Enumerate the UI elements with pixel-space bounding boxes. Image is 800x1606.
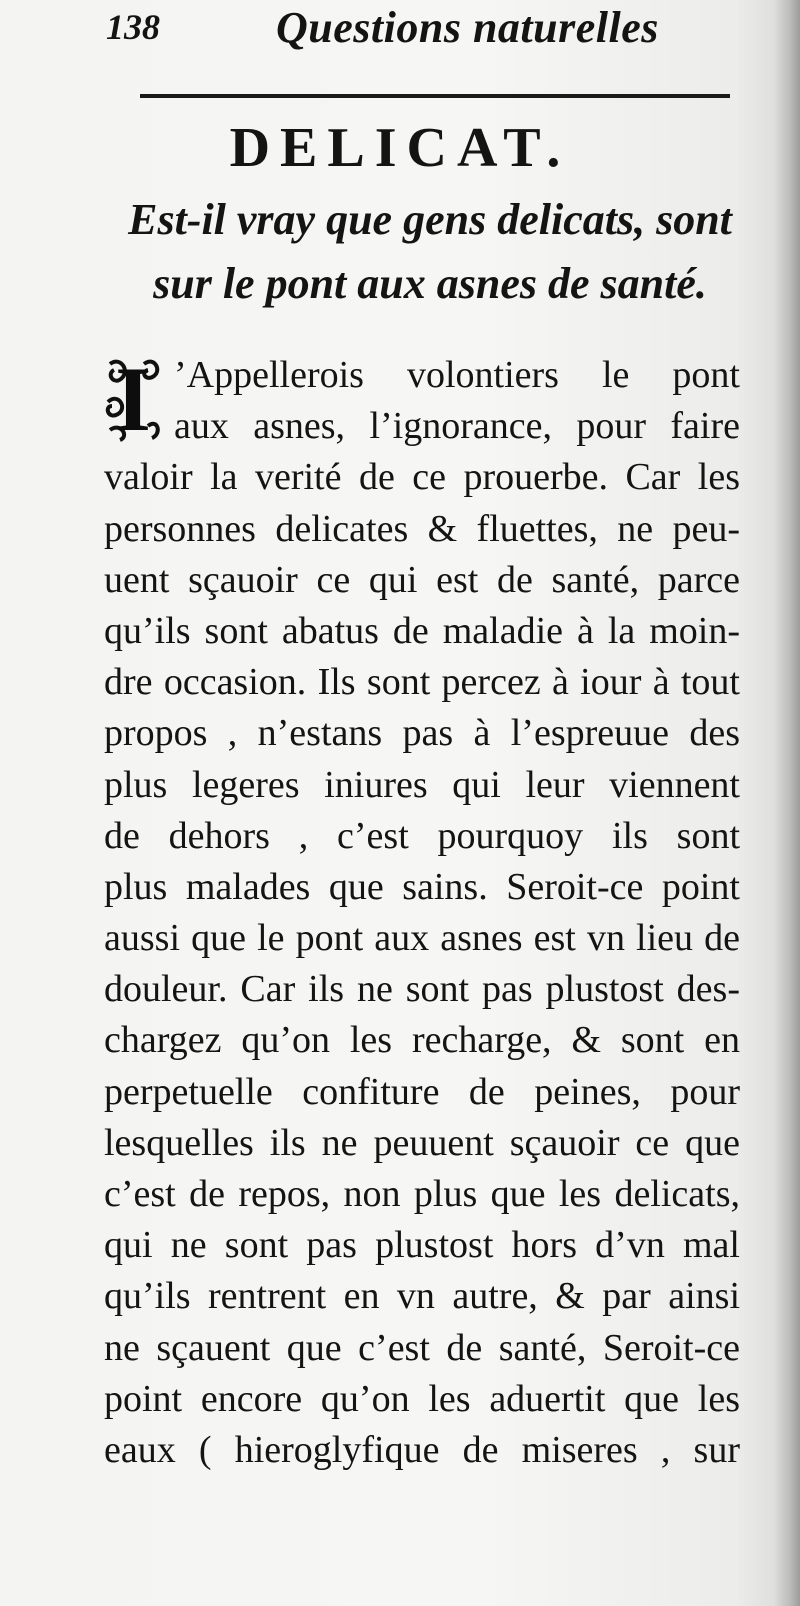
text-line: propos , n’estans pas à l’espreuue des xyxy=(104,712,740,755)
text-line: lesquelles ils ne peuuent sçauoir ce que xyxy=(104,1121,740,1164)
text-line: uent sçauoir ce qui est de santé, parce xyxy=(104,558,740,601)
text-line: eaux ( hieroglyfique de miseres , sur xyxy=(104,1428,740,1471)
text-line: douleur. Car ils ne sont pas plustost des- xyxy=(104,968,740,1011)
page-number: 138 xyxy=(106,7,160,47)
text-line: ’Appellerois volontiers le pont xyxy=(174,354,740,396)
text-line: qu’ils sont abatus de maladie à la moin- xyxy=(104,609,740,652)
text-line: de dehors , c’est pourquoy ils sont xyxy=(104,814,740,857)
text-line: personnes delicates & fluettes, ne peu- xyxy=(104,507,740,550)
text-line: dre occasion. Ils sont percez à iour à tout xyxy=(104,661,740,704)
text-line: aux asnes, l’ignorance, pour faire xyxy=(174,405,740,448)
drop-cap-letter: I xyxy=(115,348,151,450)
question-line-1: Est-il vray que gens delicats, sont xyxy=(128,195,732,244)
body-paragraph xyxy=(104,350,740,1476)
header-rule xyxy=(140,94,730,98)
text-line: ne sçauent que c’est de santé, Seroit-ce xyxy=(104,1326,740,1369)
page-gutter-shadow xyxy=(774,0,800,1606)
chapter-question xyxy=(100,188,760,316)
text-line: chargez qu’on les recharge, & sont en xyxy=(104,1019,740,1062)
text-line: qui ne sont pas plustost hors d’vn mal xyxy=(104,1224,740,1267)
running-header xyxy=(106,2,746,62)
text-line: valoir la verité de ce prouerbe. Car les xyxy=(104,456,740,499)
text-line: plus malades que sains. Seroit-ce point xyxy=(104,865,740,908)
text-line: aussi que le pont aux asnes est vn lieu de xyxy=(104,917,740,960)
text-line: perpetuelle confiture de peines, pour xyxy=(104,1070,740,1113)
section-title: DELICAT. xyxy=(229,117,571,179)
text-line: c’est de repos, non plus que les delicats, xyxy=(104,1173,740,1215)
text-line: point encore qu’on les aduertit que les xyxy=(104,1377,740,1420)
text-line: qu’ils rentrent en vn autre, & par ainsi xyxy=(104,1275,740,1318)
running-title: Questions naturelles xyxy=(276,3,659,52)
text-line: plus legeres iniures qui leur viennent xyxy=(104,763,740,806)
question-line-2: sur le pont aux asnes de santé. xyxy=(153,259,707,308)
